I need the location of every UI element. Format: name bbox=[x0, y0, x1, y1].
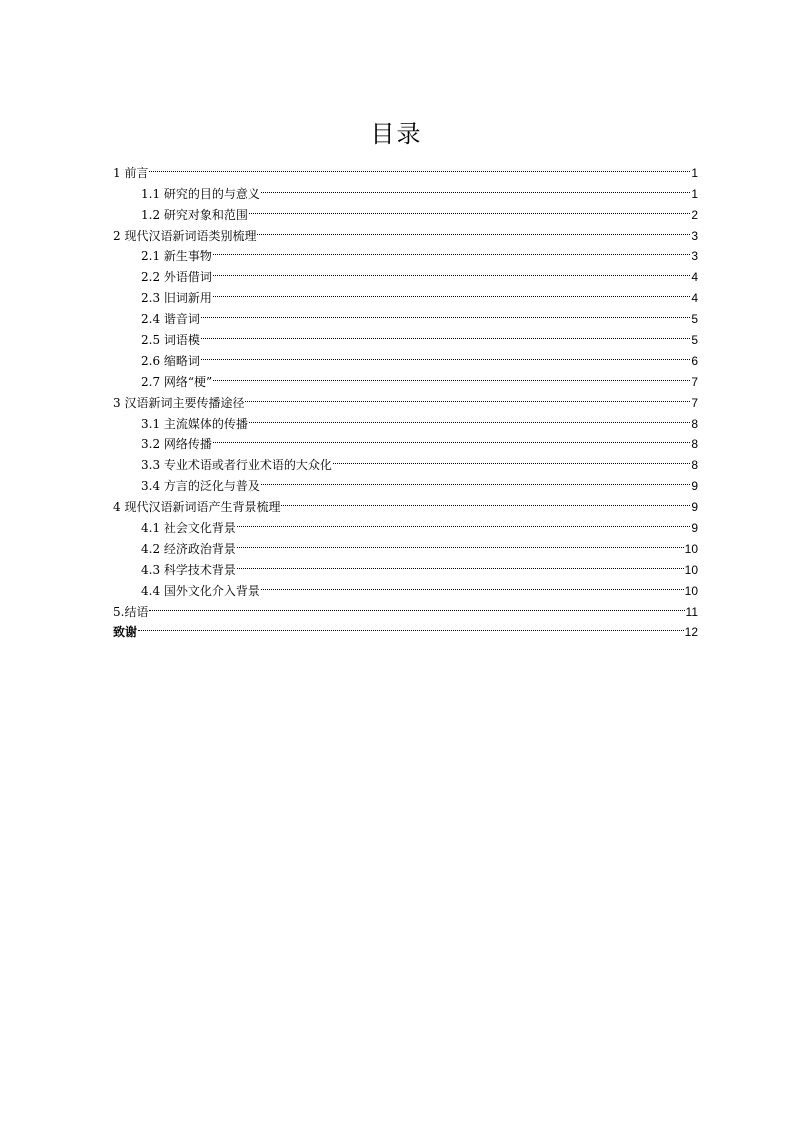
toc-entry-label: 1.2 研究对象和范围 bbox=[141, 207, 248, 222]
toc-entry-page-number: 3 bbox=[691, 228, 698, 243]
toc-entry-label: 4 现代汉语新词语产生背景梳理 bbox=[113, 500, 281, 515]
toc-entry-page-number: 4 bbox=[691, 291, 698, 306]
toc-dot-leader bbox=[281, 490, 690, 511]
toc-dot-leader bbox=[213, 365, 690, 386]
table-of-contents bbox=[113, 156, 698, 640]
toc-entry-label: 致谢 bbox=[113, 625, 138, 640]
toc-dot-leader bbox=[149, 595, 684, 616]
toc-entry-label: 4.4 国外文化介入背景 bbox=[141, 583, 260, 598]
toc-entry-page-number: 1 bbox=[691, 186, 698, 201]
toc-entry-page-number: 7 bbox=[691, 395, 698, 410]
toc-dot-leader bbox=[213, 428, 690, 449]
toc-entry-label: 2 现代汉语新词语类别梳理 bbox=[113, 228, 257, 243]
toc-entry[interactable] bbox=[113, 344, 698, 368]
toc-entry-label: 2.4 谐音词 bbox=[141, 312, 200, 327]
toc-entry-page-number: 9 bbox=[691, 479, 698, 494]
toc-dot-leader bbox=[237, 511, 690, 532]
toc-dot-leader bbox=[213, 281, 690, 302]
toc-dot-leader bbox=[213, 260, 690, 281]
toc-entry[interactable] bbox=[113, 177, 698, 201]
toc-entry-label: 3.2 网络传播 bbox=[141, 437, 212, 452]
toc-entry-page-number: 8 bbox=[691, 416, 698, 431]
toc-entry-label: 4.1 社会文化背景 bbox=[141, 521, 236, 536]
toc-entry-page-number: 9 bbox=[691, 521, 698, 536]
toc-entry-page-number: 10 bbox=[684, 541, 698, 556]
toc-entry-label: 1.1 研究的目的与意义 bbox=[141, 186, 260, 201]
toc-entry-page-number: 12 bbox=[684, 625, 698, 640]
toc-entry-label: 3.3 专业术语或者行业术语的大众化 bbox=[141, 458, 332, 473]
toc-entry[interactable] bbox=[113, 156, 698, 180]
toc-entry-page-number: 5 bbox=[691, 312, 698, 327]
toc-entry-label: 1 前言 bbox=[113, 165, 149, 180]
toc-dot-leader bbox=[333, 448, 690, 469]
toc-dot-leader bbox=[201, 302, 690, 323]
toc-entry[interactable] bbox=[113, 323, 698, 348]
toc-entry-page-number: 9 bbox=[691, 500, 698, 515]
toc-entry[interactable] bbox=[113, 302, 698, 327]
toc-entry[interactable] bbox=[113, 365, 698, 389]
toc-dot-leader bbox=[213, 240, 690, 261]
toc-dot-leader bbox=[261, 469, 690, 490]
toc-entry-label: 4.2 经济政治背景 bbox=[141, 541, 236, 556]
toc-dot-leader bbox=[138, 616, 684, 637]
toc-dot-leader bbox=[261, 574, 684, 595]
toc-dot-leader bbox=[201, 344, 690, 365]
toc-entry-page-number: 8 bbox=[691, 437, 698, 452]
toc-entry-label: 5.结语 bbox=[113, 604, 149, 619]
toc-entry-label: 2.5 词语模 bbox=[141, 333, 200, 348]
toc-entry-label: 2.1 新生事物 bbox=[141, 249, 212, 264]
toc-dot-leader bbox=[257, 219, 690, 240]
toc-dot-leader bbox=[237, 553, 684, 574]
toc-entry-page-number: 8 bbox=[691, 458, 698, 473]
toc-entry-page-number: 1 bbox=[691, 165, 698, 180]
toc-entry-page-number: 11 bbox=[685, 604, 698, 619]
toc-entry-label: 2.3 旧词新用 bbox=[141, 291, 212, 306]
toc-entry-label: 3 汉语新词主要传播途径 bbox=[113, 395, 245, 410]
toc-entry-page-number: 4 bbox=[691, 270, 698, 285]
toc-entry-label: 3.1 主流媒体的传播 bbox=[141, 416, 248, 431]
toc-entry-label: 4.3 科学技术背景 bbox=[141, 562, 236, 577]
toc-entry-page-number: 2 bbox=[691, 207, 698, 222]
toc-entry-label: 3.4 方言的泛化与普及 bbox=[141, 479, 260, 494]
toc-dot-leader bbox=[249, 407, 690, 428]
toc-dot-leader bbox=[249, 198, 690, 219]
toc-dot-leader bbox=[201, 323, 690, 344]
toc-entry[interactable] bbox=[113, 595, 698, 619]
toc-dot-leader bbox=[149, 156, 690, 177]
toc-entry-page-number: 6 bbox=[691, 353, 698, 368]
toc-entry[interactable] bbox=[113, 616, 698, 640]
toc-entry-page-number: 10 bbox=[684, 562, 698, 577]
toc-entry-page-number: 3 bbox=[691, 249, 698, 264]
toc-entry-label: 2.7 网络“梗” bbox=[141, 374, 213, 389]
toc-dot-leader bbox=[261, 177, 690, 198]
toc-entry-page-number: 10 bbox=[684, 583, 698, 598]
toc-dot-leader bbox=[237, 532, 684, 553]
toc-entry-page-number: 7 bbox=[691, 374, 698, 389]
toc-dot-leader bbox=[245, 386, 690, 407]
toc-entry-label: 2.6 缩略词 bbox=[141, 353, 200, 368]
toc-entry-label: 2.2 外语借词 bbox=[141, 270, 212, 285]
toc-entry-page-number: 5 bbox=[691, 333, 698, 348]
page-title: 目录 bbox=[370, 120, 423, 148]
